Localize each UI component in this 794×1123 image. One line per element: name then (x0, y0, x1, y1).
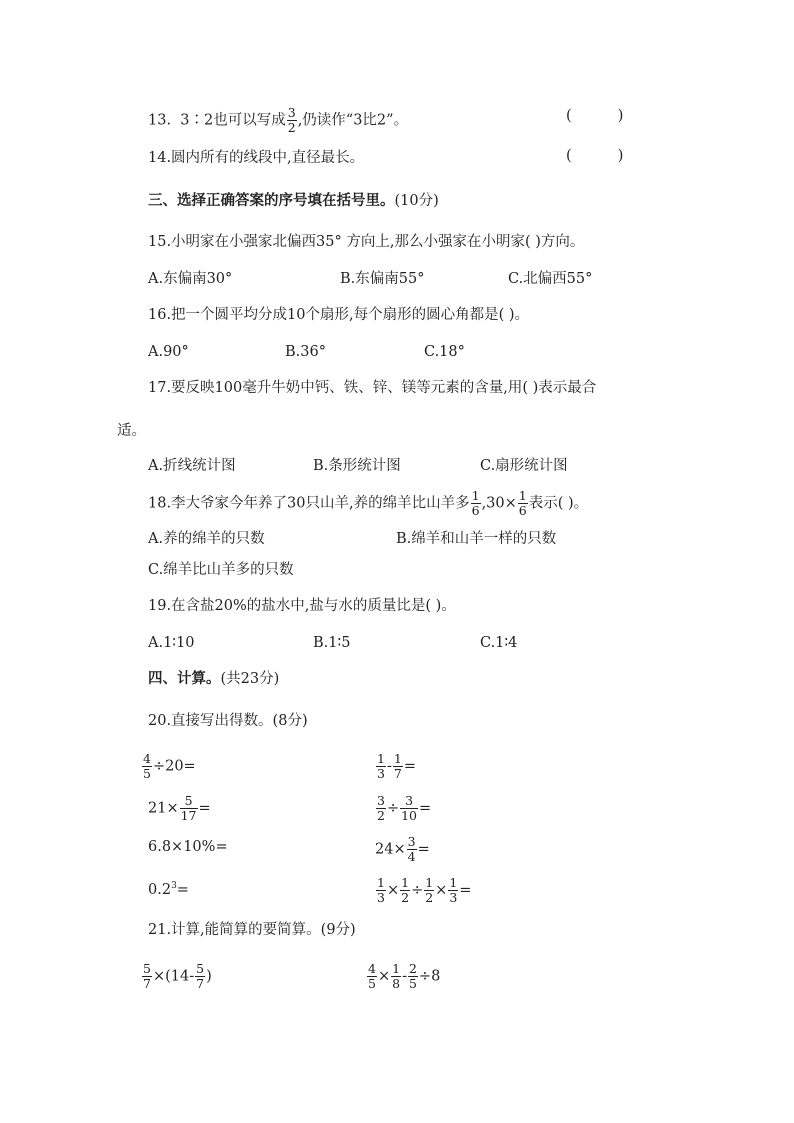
expression-5: $\frac{1}{3}$ - $\frac{1}{7}$ = (377, 751, 416, 781)
question-14: 14.圆内所有的线段中,直径最长。 (148, 150, 365, 166)
option-c[interactable]: C.北偏西55° (508, 271, 593, 287)
section-heading-3: 三、选择正确答案的序号填在括号里。(10分) (148, 192, 439, 209)
question-16: 16.把一个圆平均分成10个扇形,每个扇形的圆心角都是( )。 (148, 307, 530, 323)
expression-1: $\frac{4}{5}$ ÷20= (143, 751, 196, 781)
question-21: 21.计算,能简算的要简算。(9分) (148, 922, 356, 938)
option-b[interactable]: B.东偏南55° (340, 271, 425, 287)
question-18: 18.李大爷家今年养了30只山羊,养的绵羊比山羊多 $\frac{1}{6}$ ,30× $\frac{1}{6}$ 表示( )。 (148, 488, 589, 518)
option-a[interactable]: A.90° (148, 344, 189, 360)
option-b[interactable]: B.1∶5 (313, 635, 351, 651)
expression-6: $\frac{3}{2}$ ÷ $\frac{3}{10}$ = (377, 793, 432, 823)
answer-paren[interactable]: ( ) (566, 148, 624, 164)
fraction: $\frac{1}{6}$ (518, 488, 527, 518)
expression-4: $0.2^3=$ (148, 881, 189, 898)
option-a[interactable]: A.1∶10 (148, 635, 195, 651)
option-c[interactable]: C.绵羊比山羊多的只数 (148, 562, 294, 578)
question-13: 13. 3∶2也可以写成 $\frac{3}{2}$ ,仍读作“3比2”。 (148, 105, 409, 135)
section-heading-4: 四、计算。(共23分) (148, 670, 280, 687)
question-number: 13. (148, 112, 172, 129)
expression-21-2: $\frac{4}{5}$ × $\frac{1}{8}$ - $\frac{2}{5}$ ÷8 (368, 961, 441, 991)
option-c[interactable]: C.18° (424, 344, 465, 360)
option-b[interactable]: B.36° (285, 344, 326, 360)
answer-paren[interactable]: ( ) (566, 108, 624, 124)
option-a[interactable]: A.养的绵羊的只数 (148, 531, 265, 547)
question-17: 17.要反映100毫升牛奶中钙、铁、锌、镁等元素的含量,用( )表示最合 (148, 380, 597, 396)
option-b[interactable]: B.绵羊和山羊一样的只数 (396, 531, 557, 547)
expression-2: 21× $\frac{5}{17}$ = (148, 793, 211, 823)
option-b[interactable]: B.条形统计图 (313, 458, 401, 474)
expression-21-1: $\frac{5}{7}$ ×(14- $\frac{5}{7}$ ) (143, 961, 212, 991)
question-17-continued: 适。 (117, 423, 146, 439)
expression-7: 24× $\frac{3}{4}$ = (375, 834, 430, 864)
question-19: 19.在含盐20%的盐水中,盐与水的质量比是( )。 (148, 598, 456, 614)
question-15: 15.小明家在小强家北偏西35° 方向上,那么小强家在小明家( )方向。 (148, 234, 585, 250)
expression-3: 6.8×10%= (148, 839, 228, 855)
option-c[interactable]: C.1∶4 (480, 635, 518, 651)
expression-8: $\frac{1}{3}$ × $\frac{1}{2}$ ÷ $\frac{1}{2}$ × $\frac{1}{3}$ = (377, 875, 472, 905)
question-20: 20.直接写出得数。(8分) (148, 713, 308, 729)
option-c[interactable]: C.扇形统计图 (480, 458, 568, 474)
option-a[interactable]: A.东偏南30° (148, 271, 233, 287)
fraction: $\frac{3}{2}$ (287, 105, 296, 135)
fraction: $\frac{1}{6}$ (471, 488, 480, 518)
option-a[interactable]: A.折线统计图 (148, 458, 236, 474)
